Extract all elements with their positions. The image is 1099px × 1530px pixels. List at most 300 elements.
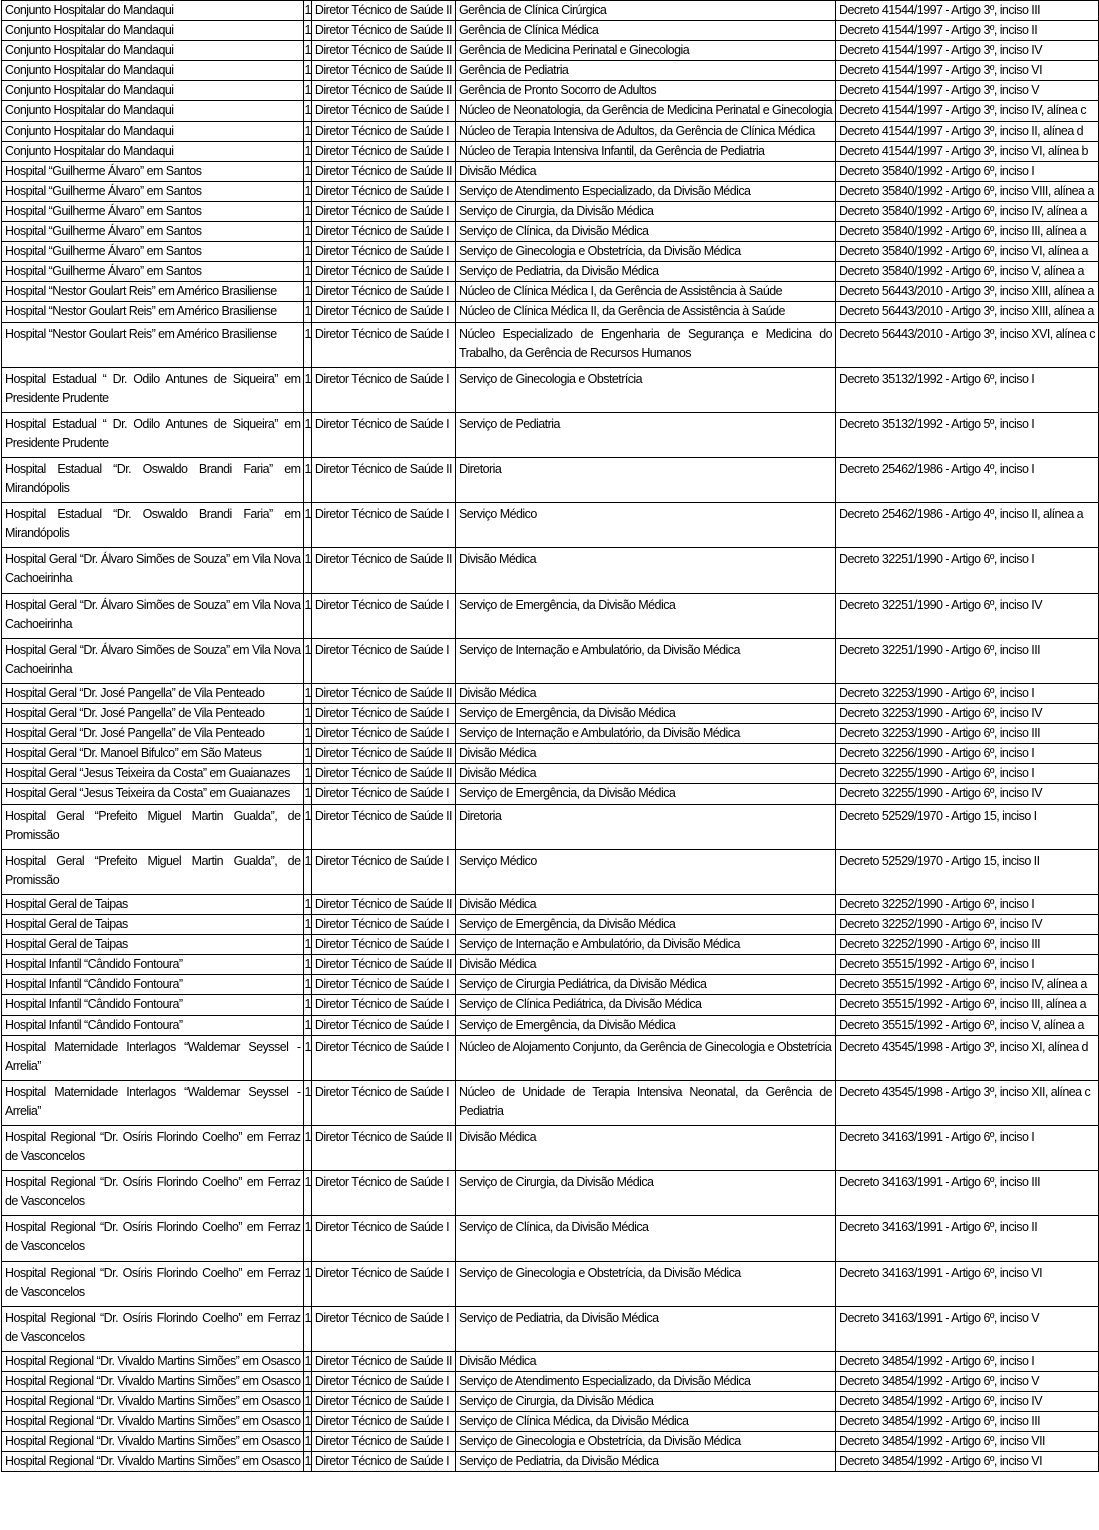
table-row: [2, 784, 1099, 804]
unit-cell: Hospital Geral “Prefeito Miguel Martin Gualda”, de Promissão: [2, 849, 304, 894]
position-title-cell: Diretor Técnico de Saúde I: [311, 704, 455, 724]
unit-cell: Conjunto Hospitalar do Mandaqui: [2, 101, 304, 121]
unit-cell: Hospital Regional “Dr. Osíris Florindo Coelho” em Ferraz de Vasconcelos: [2, 1171, 304, 1216]
legal-basis-cell: Decreto 32251/1990 - Artigo 6º, inciso III: [836, 638, 1099, 683]
position-title-cell: Diretor Técnico de Saúde II: [311, 764, 455, 784]
table-row: [2, 141, 1099, 161]
table-row: [2, 1080, 1099, 1125]
table-row: [2, 1351, 1099, 1371]
department-cell: Divisão Médica: [455, 684, 835, 704]
legal-basis-cell: Decreto 52529/1970 - Artigo 15, inciso I: [836, 804, 1099, 849]
department-cell: Serviço de Emergência, da Divisão Médica: [455, 704, 835, 724]
legal-basis-cell: Decreto 32252/1990 - Artigo 6º, inciso IV: [836, 915, 1099, 935]
unit-cell: Hospital Geral “Jesus Teixeira da Costa” em Guaianazes: [2, 764, 304, 784]
position-title-cell: Diretor Técnico de Saúde I: [311, 222, 455, 242]
position-title-cell: Diretor Técnico de Saúde I: [311, 1171, 455, 1216]
unit-cell: Conjunto Hospitalar do Mandaqui: [2, 61, 304, 81]
legal-basis-cell: Decreto 56443/2010 - Artigo 3º, inciso XIII, alínea a: [836, 282, 1099, 302]
unit-cell: Hospital Regional “Dr. Osíris Florindo Coelho” em Ferraz de Vasconcelos: [2, 1216, 304, 1261]
position-title-cell: Diretor Técnico de Saúde II: [311, 1351, 455, 1371]
quantity-cell: 1: [304, 764, 311, 784]
quantity-cell: 1: [304, 242, 311, 262]
position-title-cell: Diretor Técnico de Saúde I: [311, 1372, 455, 1392]
position-title-cell: Diretor Técnico de Saúde I: [311, 1015, 455, 1035]
department-cell: Núcleo de Clínica Médica I, da Gerência de Assistência à Saúde: [455, 282, 835, 302]
quantity-cell: 1: [304, 1171, 311, 1216]
unit-cell: Hospital Geral “Dr. Álvaro Simões de Souza” em Vila Nova Cachoeirinha: [2, 593, 304, 638]
department-cell: Núcleo de Alojamento Conjunto, da Gerência de Ginecologia e Obstetrícia: [455, 1035, 835, 1080]
quantity-cell: 1: [304, 955, 311, 975]
table-row: [2, 1306, 1099, 1351]
legal-basis-cell: Decreto 35515/1992 - Artigo 6º, inciso III, alínea a: [836, 995, 1099, 1015]
department-cell: Núcleo de Terapia Intensiva Infantil, da Gerência de Pediatria: [455, 141, 835, 161]
unit-cell: Hospital Estadual “ Dr. Odilo Antunes de Siqueira” em Presidente Prudente: [2, 367, 304, 412]
quantity-cell: 1: [304, 458, 311, 503]
unit-cell: Hospital “Nestor Goulart Reis” em Américo Brasiliense: [2, 322, 304, 367]
quantity-cell: 1: [304, 849, 311, 894]
position-title-cell: Diretor Técnico de Saúde I: [311, 367, 455, 412]
quantity-cell: 1: [304, 1261, 311, 1306]
unit-cell: Hospital Regional “Dr. Osíris Florindo Coelho” em Ferraz de Vasconcelos: [2, 1306, 304, 1351]
legal-basis-cell: Decreto 34854/1992 - Artigo 6º, inciso IV: [836, 1392, 1099, 1412]
table-row: [2, 262, 1099, 282]
legal-basis-cell: Decreto 32253/1990 - Artigo 6º, inciso III: [836, 724, 1099, 744]
position-title-cell: Diretor Técnico de Saúde I: [311, 503, 455, 548]
legal-basis-cell: Decreto 32252/1990 - Artigo 6º, inciso III: [836, 935, 1099, 955]
legal-basis-cell: Decreto 56443/2010 - Artigo 3º, inciso XIII, alínea a: [836, 302, 1099, 322]
unit-cell: Conjunto Hospitalar do Mandaqui: [2, 141, 304, 161]
quantity-cell: 1: [304, 894, 311, 914]
position-title-cell: Diretor Técnico de Saúde I: [311, 1306, 455, 1351]
position-title-cell: Diretor Técnico de Saúde I: [311, 242, 455, 262]
position-title-cell: Diretor Técnico de Saúde II: [311, 81, 455, 101]
unit-cell: Hospital Maternidade Interlagos “Waldemar Seyssel - Arrelia”: [2, 1035, 304, 1080]
table-row: [2, 61, 1099, 81]
department-cell: Divisão Médica: [455, 955, 835, 975]
unit-cell: Hospital “Guilherme Álvaro” em Santos: [2, 201, 304, 221]
unit-cell: Hospital “Nestor Goulart Reis” em Américo Brasiliense: [2, 282, 304, 302]
unit-cell: Hospital “Guilherme Álvaro” em Santos: [2, 262, 304, 282]
quantity-cell: 1: [304, 201, 311, 221]
legal-basis-cell: Decreto 34854/1992 - Artigo 6º, inciso III: [836, 1412, 1099, 1432]
department-cell: Divisão Médica: [455, 548, 835, 593]
department-cell: Divisão Médica: [455, 764, 835, 784]
quantity-cell: 1: [304, 1452, 311, 1472]
department-cell: Serviço de Atendimento Especializado, da Divisão Médica: [455, 1372, 835, 1392]
unit-cell: Conjunto Hospitalar do Mandaqui: [2, 1, 304, 21]
legal-basis-cell: Decreto 43545/1998 - Artigo 3º, inciso XI, alínea d: [836, 1035, 1099, 1080]
table-row: [2, 915, 1099, 935]
table-row: [2, 201, 1099, 221]
table-row: [2, 1261, 1099, 1306]
department-cell: Gerência de Pronto Socorro de Adultos: [455, 81, 835, 101]
position-title-cell: Diretor Técnico de Saúde II: [311, 61, 455, 81]
legal-basis-cell: Decreto 43545/1998 - Artigo 3º, inciso XII, alínea c: [836, 1080, 1099, 1125]
legal-basis-cell: Decreto 35515/1992 - Artigo 6º, inciso I: [836, 955, 1099, 975]
table-row: [2, 1412, 1099, 1432]
unit-cell: Hospital “Guilherme Álvaro” em Santos: [2, 242, 304, 262]
legal-basis-cell: Decreto 56443/2010 - Artigo 3º, inciso XVI, alínea c: [836, 322, 1099, 367]
legal-basis-cell: Decreto 35132/1992 - Artigo 6º, inciso I: [836, 367, 1099, 412]
position-title-cell: Diretor Técnico de Saúde I: [311, 1035, 455, 1080]
quantity-cell: 1: [304, 222, 311, 242]
department-cell: Serviço de Emergência, da Divisão Médica: [455, 915, 835, 935]
table-row: [2, 1015, 1099, 1035]
table-row: [2, 1035, 1099, 1080]
table-row: [2, 744, 1099, 764]
legal-basis-cell: Decreto 32255/1990 - Artigo 6º, inciso IV: [836, 784, 1099, 804]
quantity-cell: 1: [304, 1, 311, 21]
quantity-cell: 1: [304, 684, 311, 704]
department-cell: Serviço de Pediatria, da Divisão Médica: [455, 1452, 835, 1472]
quantity-cell: 1: [304, 1412, 311, 1432]
department-cell: Serviço de Internação e Ambulatório, da Divisão Médica: [455, 935, 835, 955]
table-row: [2, 764, 1099, 784]
department-cell: Gerência de Medicina Perinatal e Ginecologia: [455, 41, 835, 61]
table-row: [2, 1392, 1099, 1412]
department-cell: Serviço de Emergência, da Divisão Médica: [455, 593, 835, 638]
quantity-cell: 1: [304, 1306, 311, 1351]
quantity-cell: 1: [304, 61, 311, 81]
table-row: [2, 1125, 1099, 1170]
positions-table-body: [2, 1, 1099, 1472]
department-cell: Gerência de Clínica Médica: [455, 21, 835, 41]
unit-cell: Hospital Geral de Taipas: [2, 915, 304, 935]
table-row: [2, 724, 1099, 744]
department-cell: Serviço de Emergência, da Divisão Médica: [455, 784, 835, 804]
position-title-cell: Diretor Técnico de Saúde I: [311, 1261, 455, 1306]
unit-cell: Conjunto Hospitalar do Mandaqui: [2, 81, 304, 101]
quantity-cell: 1: [304, 81, 311, 101]
department-cell: Serviço de Clínica, da Divisão Médica: [455, 222, 835, 242]
legal-basis-cell: Decreto 52529/1970 - Artigo 15, inciso II: [836, 849, 1099, 894]
positions-table: [1, 0, 1099, 1472]
quantity-cell: 1: [304, 1392, 311, 1412]
table-row: [2, 1372, 1099, 1392]
position-title-cell: Diretor Técnico de Saúde I: [311, 935, 455, 955]
quantity-cell: 1: [304, 744, 311, 764]
table-row: [2, 1171, 1099, 1216]
department-cell: Serviço de Cirurgia, da Divisão Médica: [455, 1171, 835, 1216]
position-title-cell: Diretor Técnico de Saúde II: [311, 1, 455, 21]
legal-basis-cell: Decreto 35515/1992 - Artigo 6º, inciso V, alínea a: [836, 1015, 1099, 1035]
position-title-cell: Diretor Técnico de Saúde I: [311, 121, 455, 141]
department-cell: Divisão Médica: [455, 744, 835, 764]
position-title-cell: Diretor Técnico de Saúde I: [311, 849, 455, 894]
position-title-cell: Diretor Técnico de Saúde II: [311, 894, 455, 914]
legal-basis-cell: Decreto 32251/1990 - Artigo 6º, inciso IV: [836, 593, 1099, 638]
department-cell: Serviço de Internação e Ambulatório, da Divisão Médica: [455, 638, 835, 683]
department-cell: Serviço de Emergência, da Divisão Médica: [455, 1015, 835, 1035]
department-cell: Serviço de Clínica Médica, da Divisão Médica: [455, 1412, 835, 1432]
quantity-cell: 1: [304, 724, 311, 744]
table-row: [2, 548, 1099, 593]
position-title-cell: Diretor Técnico de Saúde I: [311, 784, 455, 804]
quantity-cell: 1: [304, 262, 311, 282]
unit-cell: Hospital Geral “Dr. José Pangella” de Vila Penteado: [2, 684, 304, 704]
unit-cell: Hospital Geral de Taipas: [2, 935, 304, 955]
legal-basis-cell: Decreto 32256/1990 - Artigo 6º, inciso I: [836, 744, 1099, 764]
quantity-cell: 1: [304, 41, 311, 61]
table-row: [2, 995, 1099, 1015]
quantity-cell: 1: [304, 975, 311, 995]
unit-cell: Hospital Infantil “Cândido Fontoura”: [2, 955, 304, 975]
table-row: [2, 894, 1099, 914]
position-title-cell: Diretor Técnico de Saúde I: [311, 201, 455, 221]
department-cell: Serviço de Cirurgia, da Divisão Médica: [455, 1392, 835, 1412]
legal-basis-cell: Decreto 34854/1992 - Artigo 6º, inciso I: [836, 1351, 1099, 1371]
quantity-cell: 1: [304, 915, 311, 935]
department-cell: Divisão Médica: [455, 1351, 835, 1371]
department-cell: Núcleo de Clínica Médica II, da Gerência de Assistência à Saúde: [455, 302, 835, 322]
position-title-cell: Diretor Técnico de Saúde I: [311, 995, 455, 1015]
unit-cell: Hospital Regional “Dr. Osíris Florindo Coelho” em Ferraz de Vasconcelos: [2, 1125, 304, 1170]
department-cell: Diretoria: [455, 804, 835, 849]
position-title-cell: Diretor Técnico de Saúde I: [311, 1432, 455, 1452]
legal-basis-cell: Decreto 34163/1991 - Artigo 6º, inciso II: [836, 1216, 1099, 1261]
position-title-cell: Diretor Técnico de Saúde I: [311, 915, 455, 935]
table-row: [2, 955, 1099, 975]
position-title-cell: Diretor Técnico de Saúde I: [311, 1392, 455, 1412]
position-title-cell: Diretor Técnico de Saúde I: [311, 141, 455, 161]
unit-cell: Hospital “Guilherme Álvaro” em Santos: [2, 222, 304, 242]
table-row: [2, 181, 1099, 201]
table-row: [2, 638, 1099, 683]
department-cell: Serviço de Pediatria, da Divisão Médica: [455, 262, 835, 282]
quantity-cell: 1: [304, 282, 311, 302]
legal-basis-cell: Decreto 25462/1986 - Artigo 4º, inciso I: [836, 458, 1099, 503]
legal-basis-cell: Decreto 41544/1997 - Artigo 3º, inciso III: [836, 1, 1099, 21]
quantity-cell: 1: [304, 1015, 311, 1035]
department-cell: Serviço de Internação e Ambulatório, da Divisão Médica: [455, 724, 835, 744]
legal-basis-cell: Decreto 35132/1992 - Artigo 5º, inciso I: [836, 412, 1099, 457]
legal-basis-cell: Decreto 32252/1990 - Artigo 6º, inciso I: [836, 894, 1099, 914]
department-cell: Serviço de Ginecologia e Obstetrícia: [455, 367, 835, 412]
unit-cell: Hospital Regional “Dr. Vivaldo Martins Simões” em Osasco: [2, 1351, 304, 1371]
department-cell: Serviço de Cirurgia, da Divisão Médica: [455, 201, 835, 221]
quantity-cell: 1: [304, 412, 311, 457]
table-row: [2, 101, 1099, 121]
department-cell: Serviço de Pediatria, da Divisão Médica: [455, 1306, 835, 1351]
unit-cell: Hospital Regional “Dr. Vivaldo Martins Simões” em Osasco: [2, 1452, 304, 1472]
unit-cell: Hospital Regional “Dr. Vivaldo Martins Simões” em Osasco: [2, 1412, 304, 1432]
table-row: [2, 412, 1099, 457]
department-cell: Divisão Médica: [455, 1125, 835, 1170]
legal-basis-cell: Decreto 35840/1992 - Artigo 6º, inciso III, alínea a: [836, 222, 1099, 242]
position-title-cell: Diretor Técnico de Saúde I: [311, 322, 455, 367]
table-row: [2, 1432, 1099, 1452]
department-cell: Divisão Médica: [455, 894, 835, 914]
unit-cell: Hospital Geral “Dr. Álvaro Simões de Souza” em Vila Nova Cachoeirinha: [2, 548, 304, 593]
quantity-cell: 1: [304, 21, 311, 41]
department-cell: Serviço Médico: [455, 503, 835, 548]
unit-cell: Hospital Geral “Dr. José Pangella” de Vila Penteado: [2, 704, 304, 724]
legal-basis-cell: Decreto 41544/1997 - Artigo 3º, inciso IV: [836, 41, 1099, 61]
unit-cell: Hospital Geral “Dr. José Pangella” de Vila Penteado: [2, 724, 304, 744]
legal-basis-cell: Decreto 41544/1997 - Artigo 3º, inciso II: [836, 21, 1099, 41]
table-row: [2, 302, 1099, 322]
position-title-cell: Diretor Técnico de Saúde I: [311, 302, 455, 322]
unit-cell: Hospital Geral “Prefeito Miguel Martin Gualda”, de Promissão: [2, 804, 304, 849]
legal-basis-cell: Decreto 41544/1997 - Artigo 3º, inciso IV, alínea c: [836, 101, 1099, 121]
position-title-cell: Diretor Técnico de Saúde II: [311, 955, 455, 975]
unit-cell: Hospital Geral “Dr. Álvaro Simões de Souza” em Vila Nova Cachoeirinha: [2, 638, 304, 683]
unit-cell: Hospital Maternidade Interlagos “Waldemar Seyssel - Arrelia”: [2, 1080, 304, 1125]
legal-basis-cell: Decreto 34163/1991 - Artigo 6º, inciso VI: [836, 1261, 1099, 1306]
unit-cell: Hospital Geral “Dr. Manoel Bifulco” em São Mateus: [2, 744, 304, 764]
position-title-cell: Diretor Técnico de Saúde I: [311, 282, 455, 302]
unit-cell: Hospital Geral “Jesus Teixeira da Costa” em Guaianazes: [2, 784, 304, 804]
legal-basis-cell: Decreto 34163/1991 - Artigo 6º, inciso III: [836, 1171, 1099, 1216]
quantity-cell: 1: [304, 161, 311, 181]
quantity-cell: 1: [304, 995, 311, 1015]
quantity-cell: 1: [304, 704, 311, 724]
quantity-cell: 1: [304, 1035, 311, 1080]
table-row: [2, 458, 1099, 503]
table-row: [2, 804, 1099, 849]
department-cell: Núcleo de Unidade de Terapia Intensiva Neonatal, da Gerência de Pediatria: [455, 1080, 835, 1125]
legal-basis-cell: Decreto 35840/1992 - Artigo 6º, inciso IV, alínea a: [836, 201, 1099, 221]
quantity-cell: 1: [304, 367, 311, 412]
unit-cell: Hospital Estadual “Dr. Oswaldo Brandi Faria” em Mirandópolis: [2, 458, 304, 503]
position-title-cell: Diretor Técnico de Saúde II: [311, 744, 455, 764]
unit-cell: Conjunto Hospitalar do Mandaqui: [2, 41, 304, 61]
unit-cell: Conjunto Hospitalar do Mandaqui: [2, 121, 304, 141]
department-cell: Núcleo de Neonatologia, da Gerência de Medicina Perinatal e Ginecologia: [455, 101, 835, 121]
quantity-cell: 1: [304, 503, 311, 548]
table-row: [2, 41, 1099, 61]
unit-cell: Hospital Regional “Dr. Vivaldo Martins Simões” em Osasco: [2, 1372, 304, 1392]
table-row: [2, 222, 1099, 242]
position-title-cell: Diretor Técnico de Saúde II: [311, 684, 455, 704]
position-title-cell: Diretor Técnico de Saúde I: [311, 101, 455, 121]
table-row: [2, 367, 1099, 412]
legal-basis-cell: Decreto 34854/1992 - Artigo 6º, inciso VII: [836, 1432, 1099, 1452]
department-cell: Gerência de Clínica Cirúrgica: [455, 1, 835, 21]
unit-cell: Hospital Infantil “Cândido Fontoura”: [2, 995, 304, 1015]
unit-cell: Hospital Regional “Dr. Vivaldo Martins Simões” em Osasco: [2, 1392, 304, 1412]
unit-cell: Hospital Geral de Taipas: [2, 894, 304, 914]
department-cell: Serviço de Atendimento Especializado, da Divisão Médica: [455, 181, 835, 201]
legal-basis-cell: Decreto 35840/1992 - Artigo 6º, inciso I: [836, 161, 1099, 181]
unit-cell: Hospital Estadual “Dr. Oswaldo Brandi Faria” em Mirandópolis: [2, 503, 304, 548]
unit-cell: Hospital Regional “Dr. Osíris Florindo Coelho” em Ferraz de Vasconcelos: [2, 1261, 304, 1306]
table-row: [2, 161, 1099, 181]
legal-basis-cell: Decreto 32255/1990 - Artigo 6º, inciso I: [836, 764, 1099, 784]
quantity-cell: 1: [304, 784, 311, 804]
position-title-cell: Diretor Técnico de Saúde I: [311, 1412, 455, 1432]
table-row: [2, 242, 1099, 262]
table-row: [2, 849, 1099, 894]
quantity-cell: 1: [304, 101, 311, 121]
table-row: [2, 593, 1099, 638]
legal-basis-cell: Decreto 35840/1992 - Artigo 6º, inciso V, alínea a: [836, 262, 1099, 282]
table-row: [2, 975, 1099, 995]
unit-cell: Hospital “Guilherme Álvaro” em Santos: [2, 181, 304, 201]
department-cell: Diretoria: [455, 458, 835, 503]
position-title-cell: Diretor Técnico de Saúde I: [311, 1216, 455, 1261]
position-title-cell: Diretor Técnico de Saúde II: [311, 161, 455, 181]
table-row: [2, 704, 1099, 724]
department-cell: Divisão Médica: [455, 161, 835, 181]
quantity-cell: 1: [304, 302, 311, 322]
legal-basis-cell: Decreto 32253/1990 - Artigo 6º, inciso I: [836, 684, 1099, 704]
table-row: [2, 935, 1099, 955]
unit-cell: Conjunto Hospitalar do Mandaqui: [2, 21, 304, 41]
quantity-cell: 1: [304, 181, 311, 201]
unit-cell: Hospital “Guilherme Álvaro” em Santos: [2, 161, 304, 181]
legal-basis-cell: Decreto 41544/1997 - Artigo 3º, inciso II, alínea d: [836, 121, 1099, 141]
legal-basis-cell: Decreto 35840/1992 - Artigo 6º, inciso VIII, alínea a: [836, 181, 1099, 201]
position-title-cell: Diretor Técnico de Saúde I: [311, 412, 455, 457]
quantity-cell: 1: [304, 593, 311, 638]
position-title-cell: Diretor Técnico de Saúde II: [311, 21, 455, 41]
position-title-cell: Diretor Técnico de Saúde II: [311, 458, 455, 503]
position-title-cell: Diretor Técnico de Saúde I: [311, 262, 455, 282]
quantity-cell: 1: [304, 121, 311, 141]
quantity-cell: 1: [304, 804, 311, 849]
table-row: [2, 81, 1099, 101]
department-cell: Serviço de Clínica, da Divisão Médica: [455, 1216, 835, 1261]
department-cell: Serviço de Ginecologia e Obstetrícia, da Divisão Médica: [455, 242, 835, 262]
quantity-cell: 1: [304, 1432, 311, 1452]
position-title-cell: Diretor Técnico de Saúde I: [311, 975, 455, 995]
table-row: [2, 1216, 1099, 1261]
department-cell: Serviço de Cirurgia Pediátrica, da Divisão Médica: [455, 975, 835, 995]
table-row: [2, 503, 1099, 548]
quantity-cell: 1: [304, 638, 311, 683]
unit-cell: Hospital Infantil “Cândido Fontoura”: [2, 1015, 304, 1035]
legal-basis-cell: Decreto 34854/1992 - Artigo 6º, inciso V: [836, 1372, 1099, 1392]
department-cell: Serviço de Pediatria: [455, 412, 835, 457]
position-title-cell: Diretor Técnico de Saúde I: [311, 181, 455, 201]
table-row: [2, 121, 1099, 141]
position-title-cell: Diretor Técnico de Saúde I: [311, 593, 455, 638]
legal-basis-cell: Decreto 34163/1991 - Artigo 6º, inciso V: [836, 1306, 1099, 1351]
legal-basis-cell: Decreto 35840/1992 - Artigo 6º, inciso VI, alínea a: [836, 242, 1099, 262]
legal-basis-cell: Decreto 35515/1992 - Artigo 6º, inciso IV, alínea a: [836, 975, 1099, 995]
unit-cell: Hospital Regional “Dr. Vivaldo Martins Simões” em Osasco: [2, 1432, 304, 1452]
legal-basis-cell: Decreto 41544/1997 - Artigo 3º, inciso VI: [836, 61, 1099, 81]
position-title-cell: Diretor Técnico de Saúde I: [311, 1452, 455, 1472]
department-cell: Serviço de Clínica Pediátrica, da Divisão Médica: [455, 995, 835, 1015]
quantity-cell: 1: [304, 1372, 311, 1392]
legal-basis-cell: Decreto 25462/1986 - Artigo 4º, inciso II, alínea a: [836, 503, 1099, 548]
position-title-cell: Diretor Técnico de Saúde II: [311, 804, 455, 849]
quantity-cell: 1: [304, 322, 311, 367]
legal-basis-cell: Decreto 41544/1997 - Artigo 3º, inciso VI, alínea b: [836, 141, 1099, 161]
position-title-cell: Diretor Técnico de Saúde I: [311, 724, 455, 744]
legal-basis-cell: Decreto 32253/1990 - Artigo 6º, inciso IV: [836, 704, 1099, 724]
position-title-cell: Diretor Técnico de Saúde II: [311, 41, 455, 61]
position-title-cell: Diretor Técnico de Saúde I: [311, 1080, 455, 1125]
quantity-cell: 1: [304, 1216, 311, 1261]
table-row: [2, 21, 1099, 41]
position-title-cell: Diretor Técnico de Saúde II: [311, 1125, 455, 1170]
table-row: [2, 1452, 1099, 1472]
position-title-cell: Diretor Técnico de Saúde II: [311, 548, 455, 593]
department-cell: Núcleo Especializado de Engenharia de Segurança e Medicina do Trabalho, da Gerência de Recursos Humanos: [455, 322, 835, 367]
position-title-cell: Diretor Técnico de Saúde I: [311, 638, 455, 683]
legal-basis-cell: Decreto 32251/1990 - Artigo 6º, inciso I: [836, 548, 1099, 593]
quantity-cell: 1: [304, 1351, 311, 1371]
department-cell: Serviço de Ginecologia e Obstetrícia, da Divisão Médica: [455, 1261, 835, 1306]
department-cell: Núcleo de Terapia Intensiva de Adultos, da Gerência de Clínica Médica: [455, 121, 835, 141]
table-row: [2, 1, 1099, 21]
quantity-cell: 1: [304, 935, 311, 955]
quantity-cell: 1: [304, 141, 311, 161]
quantity-cell: 1: [304, 1080, 311, 1125]
